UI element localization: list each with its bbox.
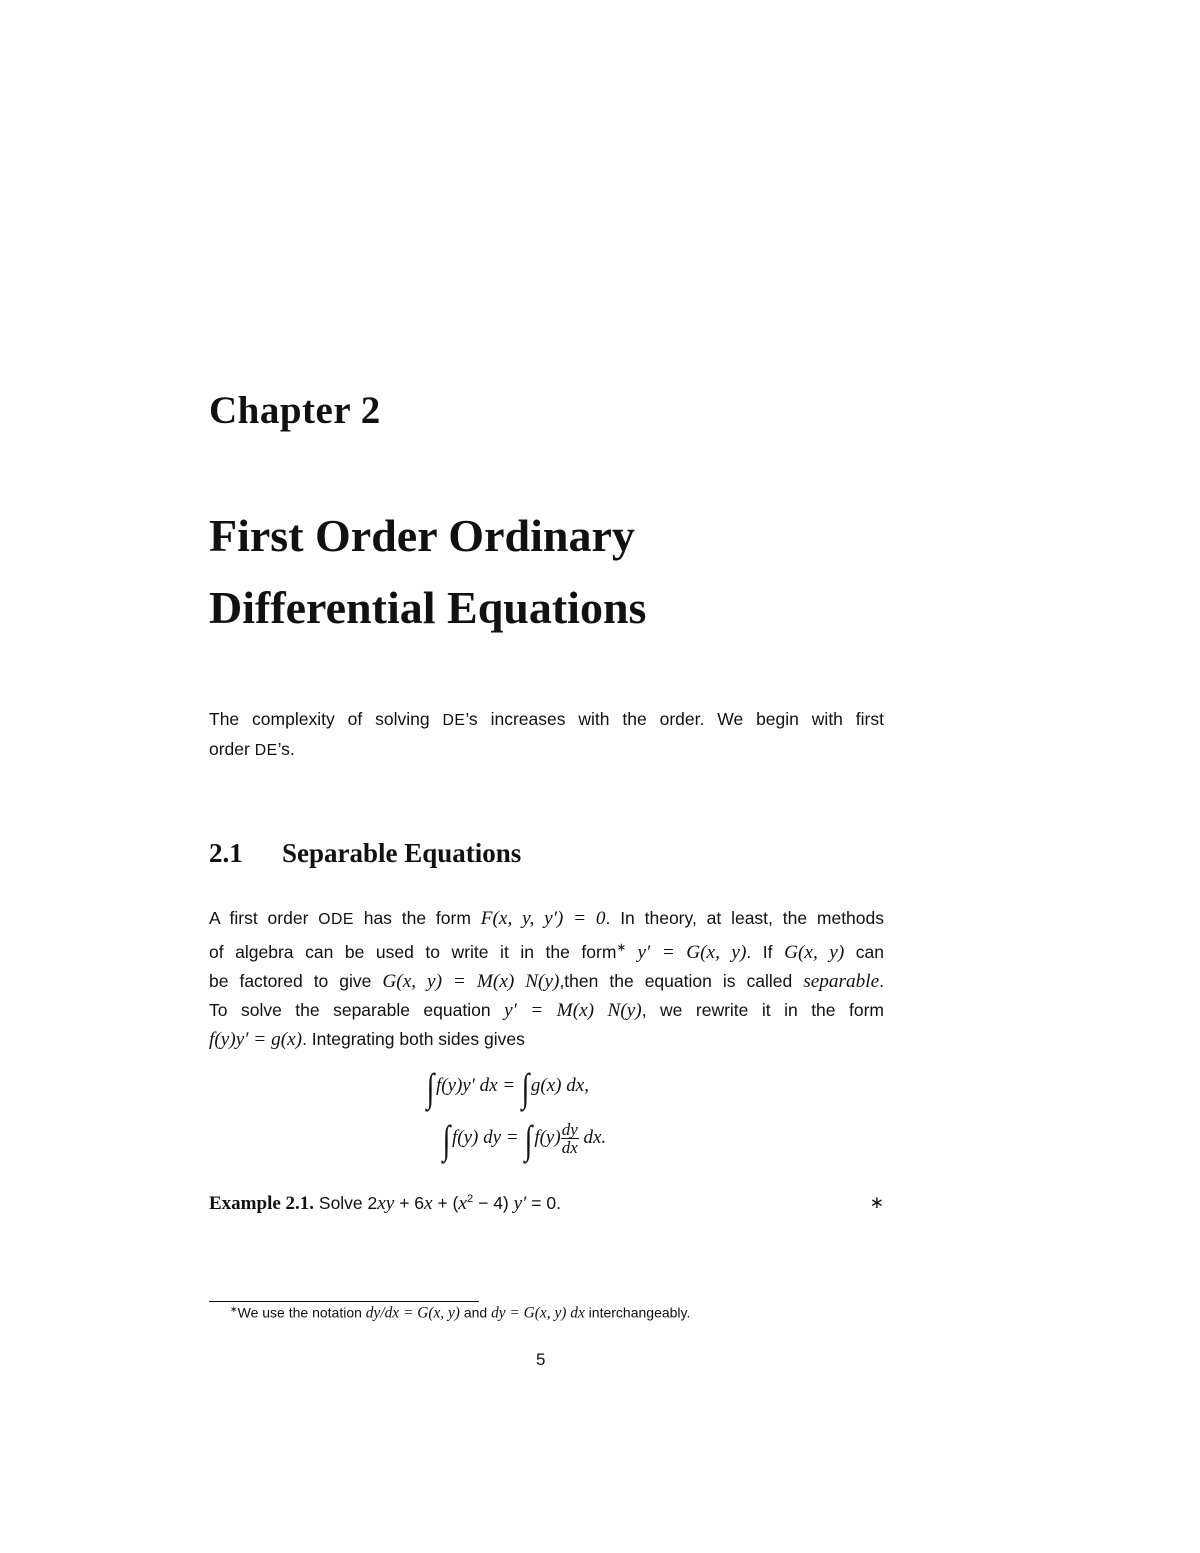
inline-math: f(y)y′ = g(x) [209,1028,303,1050]
fraction-numerator: dy [561,1120,578,1140]
integral-symbol: ∫ [524,1117,533,1162]
footnote-marker: ∗ [616,942,626,954]
equation-right-side: g(x) dx, [530,1075,589,1096]
abbrev-de: DE [254,742,278,759]
body-text: ,then the equation is called [559,970,804,991]
equation-left-side: f(y) dy = [451,1127,524,1148]
footnote-text: and [459,1304,492,1321]
example-end-mark: ∗ [869,1193,884,1212]
section-title: Separable Equations [282,838,522,868]
example-2-1 [209,1193,884,1215]
body-text: of algebra can be used to write it in the form [209,941,617,962]
body-text: A first order [209,908,319,928]
intro-line-2 [209,735,884,765]
intro-text: The complexity of solving [209,709,443,729]
page-number: 5 [536,1350,546,1369]
body-text: , we rewrite it in the form [641,999,884,1020]
intro-text: order [209,739,255,759]
body-text: can [844,941,885,962]
example-text: Solve 2 [314,1193,378,1213]
example-text: + ( [432,1193,459,1213]
body-text: has the form [353,908,481,928]
inline-math: y′ = M(x) N(y) [504,999,642,1021]
equation-right-side: dx. [578,1127,607,1148]
abbrev-de: DE [442,712,466,729]
body-text: . In theory, at least, the methods [605,908,885,928]
body-line-5 [209,1025,884,1054]
body-text: . If [746,941,785,962]
inline-math: G(x, y) [784,941,845,963]
footnote-math: dy = G(x, y) dx [491,1304,585,1322]
intro-paragraph [209,705,884,765]
body-line-3 [209,967,884,996]
body-text: be factored to give [209,970,383,991]
example-math: xy [377,1193,395,1214]
example-text: = 0. [526,1193,561,1213]
section-heading [209,838,521,869]
example-text: + 6 [394,1193,425,1213]
body-line-1 [209,904,884,934]
body-line-4 [209,996,884,1025]
intro-text: ’s increases with the order. We begin with first [465,709,884,729]
equation-left-side: f(y)y′ dx = [435,1075,520,1096]
intro-line-1 [209,705,884,735]
example-math: x [424,1193,433,1214]
intro-text: ’s. [277,739,295,759]
integral-symbol: ∫ [442,1117,451,1162]
inline-math: y′ = G(x, y) [625,941,747,963]
integral-symbol: ∫ [521,1065,530,1110]
footnote [230,1304,690,1323]
chapter-title-line-2: Differential Equations [209,582,647,633]
footnote-math: dy/dx = G(x, y) [365,1304,460,1322]
example-math: x [458,1193,467,1214]
example-text: − 4) [473,1193,514,1213]
chapter-title [209,500,646,644]
body-paragraph [209,904,884,1054]
example-math: y′ [513,1193,527,1214]
body-text: . Integrating both sides gives [302,1028,525,1049]
fraction-dy-dx [561,1121,579,1156]
integral-symbol: ∫ [426,1065,435,1110]
body-text: To solve the separable equation [209,999,505,1020]
footnote-text: interchangeably. [584,1304,691,1321]
chapter-label: Chapter 2 [209,389,381,432]
display-equation-1 [425,1064,589,1111]
chapter-title-line-1: First Order Ordinary [209,510,635,561]
emphasis-term: separable [803,970,880,992]
body-text: . [879,970,884,991]
section-number: 2.1 [209,838,243,868]
display-equation-2 [441,1116,606,1163]
abbrev-ode: ODE [318,911,354,928]
inline-math: G(x, y) = M(x) N(y) [382,970,560,992]
footnote-rule [209,1301,479,1302]
example-label: Example 2.1. [209,1193,315,1214]
example-superscript: 2 [466,1193,474,1206]
fraction-denominator: dx [561,1138,578,1158]
inline-math: F(x, y, y′) = 0 [480,908,606,929]
footnote-marker: ∗ [230,1304,238,1314]
body-line-2 [209,934,884,967]
equation-right-side: f(y) [534,1127,561,1148]
footnote-text: We use the notation [237,1304,366,1321]
